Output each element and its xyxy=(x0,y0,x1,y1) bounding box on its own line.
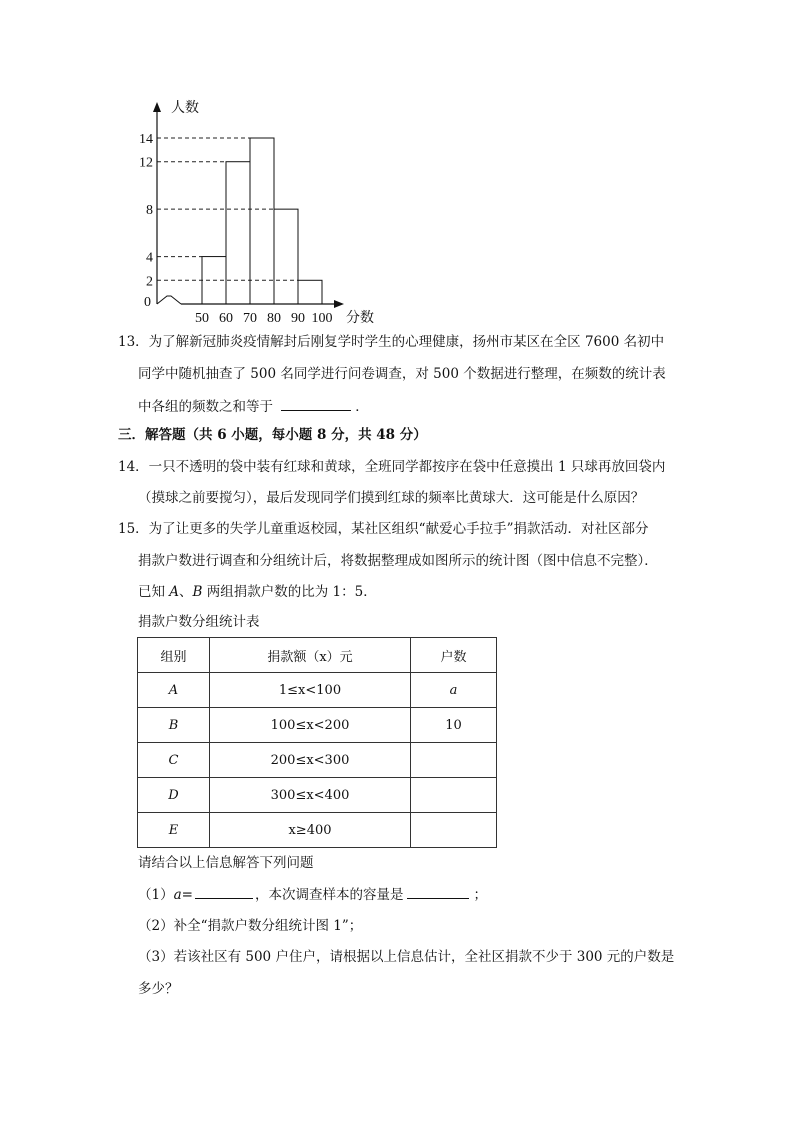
q14-line-1: 14．一只不透明的袋中装有红球和黄球，全班同学都按序在袋中任意摸出 1 只球再放回袋内 xyxy=(118,459,666,475)
q14-line-2: （摸球之前要搅匀），最后发现同学们摸到红球的频率比黄球大．这可能是什么原因？ xyxy=(138,490,645,506)
sub-1-equals: = xyxy=(181,887,193,903)
cell-group: E xyxy=(138,813,210,848)
cell-range: 1≤x<100 xyxy=(210,673,411,708)
histogram-labels xyxy=(139,99,374,326)
x-tick-label: 100 xyxy=(311,311,333,326)
q13-line-3-text: 中各组的频数之和等于 xyxy=(138,399,273,415)
sub-1-var-a: a xyxy=(173,887,182,903)
histogram-bar xyxy=(274,209,298,304)
sub-1-answer-blank-capacity[interactable] xyxy=(407,884,469,899)
histogram-bar xyxy=(250,138,274,304)
table-row xyxy=(138,708,497,743)
x-axis-arrow xyxy=(334,300,344,308)
cell-group: C xyxy=(138,743,210,778)
cell-count: a xyxy=(411,673,497,708)
x-axis-title: 分数 xyxy=(346,311,374,326)
q13-line-1: 13．为了解新冠肺炎疫情解封后刚复学时学生的心理健康，扬州市某区在全区 7600 名初中 xyxy=(118,334,665,350)
x-tick-label: 60 xyxy=(219,311,233,326)
sub-1-end: ； xyxy=(473,887,487,903)
table-row xyxy=(138,673,497,708)
section-3-heading: 三．解答题（共 6 小题，每小题 8 分，共 48 分） xyxy=(118,427,427,443)
cell-count: 10 xyxy=(411,708,497,743)
table-header-row xyxy=(138,638,497,673)
donation-stats-table xyxy=(137,637,497,848)
sub-1-answer-blank-a[interactable] xyxy=(195,884,253,899)
q15-line-1: 15．为了让更多的失学儿童重返校园，某社区组织“献爱心手拉手”捐款活动．对社区部分 xyxy=(118,521,649,537)
y-axis-arrow xyxy=(153,102,161,112)
q13-line-2: 同学中随机抽查了 500 名同学进行问卷调查，对 500 个数据进行整理，在频数的统计表 xyxy=(138,366,666,382)
axis-break xyxy=(157,296,181,304)
header-amount: 捐款额（x）元 xyxy=(210,638,411,673)
table-title: 捐款户数分组统计表 xyxy=(138,614,260,630)
q15-sub-2: （2）补全“捐款户数分组统计图 1”； xyxy=(138,918,363,934)
x-tick-label: 80 xyxy=(267,311,281,326)
q15-line-3-post: 两组捐款户数的比为 1：5． xyxy=(202,584,377,600)
y-axis-title: 人数 xyxy=(171,101,199,116)
histogram-bars xyxy=(202,138,322,304)
q15-sub-3-line-1: （3）若该社区有 500 户住户，请根据以上信息估计，全社区捐款不少于 300 元的户数是 xyxy=(138,949,675,965)
y-tick-label: 4 xyxy=(146,250,153,266)
frequency-histogram xyxy=(130,92,390,332)
q15-line-2: 捐款户数进行调查和分组统计后，将数据整理成如图所示的统计图（图中信息不完整）． xyxy=(138,553,658,569)
sub-1-text: ，本次调查样本的容量是 xyxy=(254,887,404,903)
table-row xyxy=(138,813,497,848)
cell-range: 300≤x<400 xyxy=(210,778,411,813)
cell-group: A xyxy=(138,673,210,708)
y-tick-label: 8 xyxy=(146,203,153,219)
x-tick-label: 70 xyxy=(243,311,257,326)
cell-count[interactable] xyxy=(411,778,497,813)
q15-line-3 xyxy=(138,582,794,602)
q15-prompt: 请结合以上信息解答下列问题 xyxy=(138,855,314,871)
q13-line-3-end: ． xyxy=(355,399,369,415)
origin-label: 0 xyxy=(144,295,151,310)
cell-group: B xyxy=(138,708,210,743)
histogram-bar xyxy=(226,162,250,304)
cell-range: 200≤x<300 xyxy=(210,743,411,778)
histogram-axes xyxy=(153,102,344,308)
q15-sub-1 xyxy=(138,884,794,905)
q13-answer-blank[interactable] xyxy=(281,396,351,411)
y-tick-label: 2 xyxy=(146,274,153,290)
y-tick-label: 12 xyxy=(139,155,153,171)
x-tick-label: 90 xyxy=(291,311,305,326)
q13-line-3 xyxy=(138,396,794,417)
q15-var-a-upper: A xyxy=(169,584,180,600)
cell-range: 100≤x<200 xyxy=(210,708,411,743)
cell-count[interactable] xyxy=(411,813,497,848)
table-row xyxy=(138,743,497,778)
q15-var-b-upper: B xyxy=(192,584,203,600)
x-tick-label: 50 xyxy=(195,311,209,326)
header-group: 组别 xyxy=(138,638,210,673)
q15-line-3-mid: 、 xyxy=(179,584,193,600)
q15-line-3-pre: 已知 xyxy=(138,584,170,600)
sub-1-label: （1） xyxy=(138,887,174,903)
histogram-bar xyxy=(298,280,322,304)
cell-count[interactable] xyxy=(411,743,497,778)
y-tick-label: 14 xyxy=(139,132,153,147)
cell-range: x≥400 xyxy=(210,813,411,848)
header-count: 户数 xyxy=(411,638,497,673)
cell-group: D xyxy=(138,778,210,813)
table-row xyxy=(138,778,497,813)
q15-sub-3-line-2: 多少？ xyxy=(138,981,179,997)
